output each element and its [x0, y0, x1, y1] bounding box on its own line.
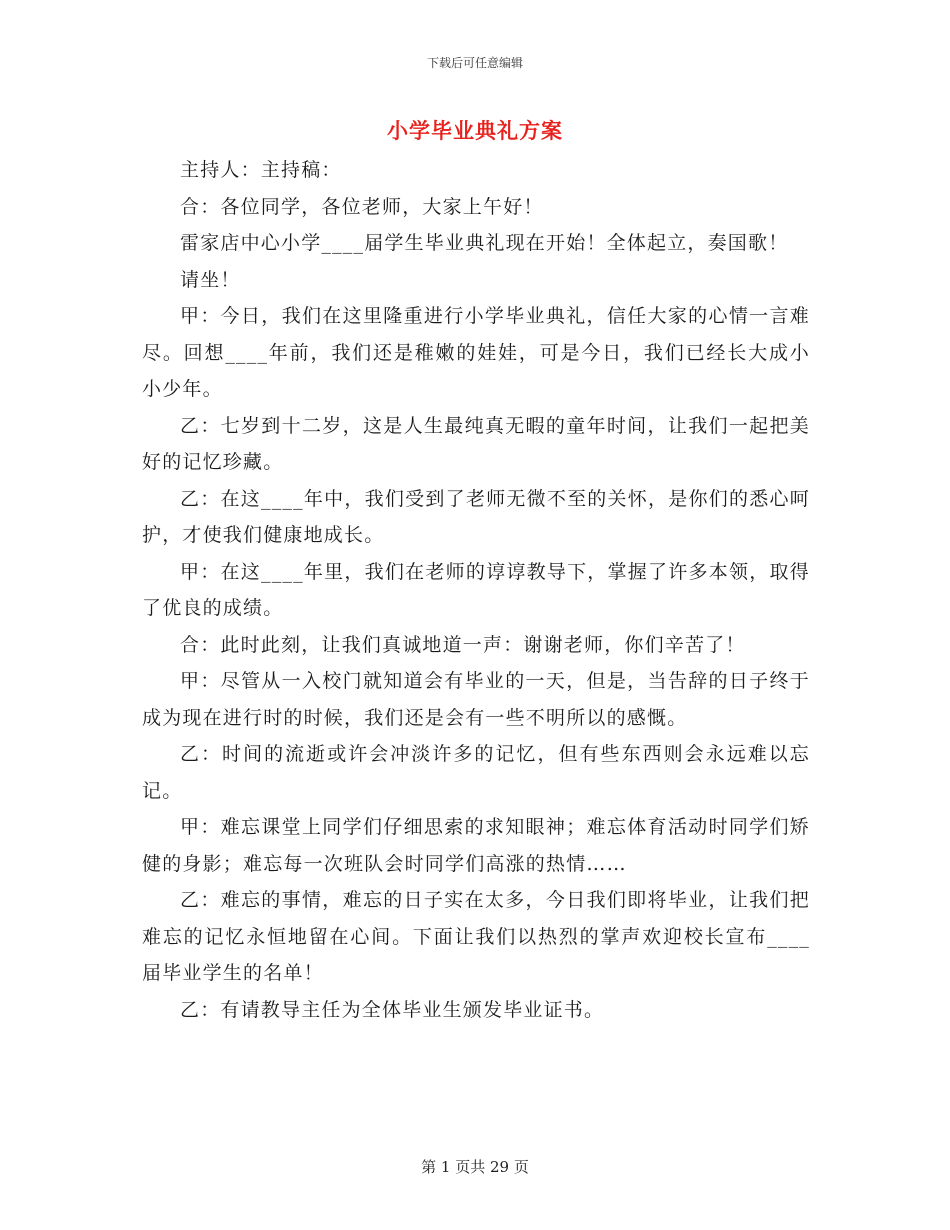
paragraph: 甲：今日，我们在这里隆重进行小学毕业典礼，信任大家的心情一言难尽。回想____年前，我们还是稚嫩的娃娃，可是今日，我们已经长大成小小少年。 — [142, 305, 810, 400]
paragraph: 主持人：主持稿： — [180, 159, 342, 181]
paragraph: 乙：时间的流逝或许会冲淡许多的记忆，但有些东西则会永远难以忘记。 — [142, 743, 810, 802]
paragraph: 甲：尽管从一入校门就知道会有毕业的一天，但是，当告辞的日子终于成为现在进行时的时候，我们还是会有一些不明所以的感慨。 — [142, 670, 810, 729]
paragraph: 乙：在这____年中，我们受到了老师无微不至的关怀，是你们的悉心呵护，才使我们健康地成长。 — [142, 487, 810, 546]
paragraph: 雷家店中心小学____届学生毕业典礼现在开始！全体起立，奏国歌！ — [180, 232, 789, 254]
paragraph: 乙：七岁到十二岁，这是人生最纯真无暇的童年时间，让我们一起把美好的记忆珍藏。 — [142, 414, 810, 473]
header-note: 下载后可任意编辑 — [426, 56, 523, 70]
paragraph: 乙：有请教导主任为全体毕业生颁发毕业证书。 — [180, 998, 605, 1021]
paragraph: 甲：难忘课堂上同学们仔细思索的求知眼神；难忘体育活动时同学们矫健的身影；难忘每一次班队会时同学们高涨的热情…… — [142, 816, 810, 875]
paragraph: 合：此时此刻，让我们真诚地道一声：谢谢老师，你们辛苦了！ — [180, 633, 746, 656]
document-body — [142, 152, 810, 1028]
page-footer: 第 1 页共 29 页 — [421, 1158, 529, 1176]
paragraph: 乙：难忘的事情，难忘的日子实在太多，今日我们即将毕业，让我们把难忘的记忆永恒地留在心间。下面让我们以热烈的掌声欢迎校长宣布____届毕业学生的名单！ — [142, 889, 810, 984]
paragraph: 甲：在这____年里，我们在老师的谆谆教导下，掌握了许多本领，取得了优良的成绩。 — [142, 560, 810, 619]
paragraph: 请坐！ — [180, 268, 241, 291]
paragraph: 合：各位同学，各位老师，大家上午好！ — [180, 195, 544, 218]
document-title: 小学毕业典礼方案 — [387, 118, 563, 143]
